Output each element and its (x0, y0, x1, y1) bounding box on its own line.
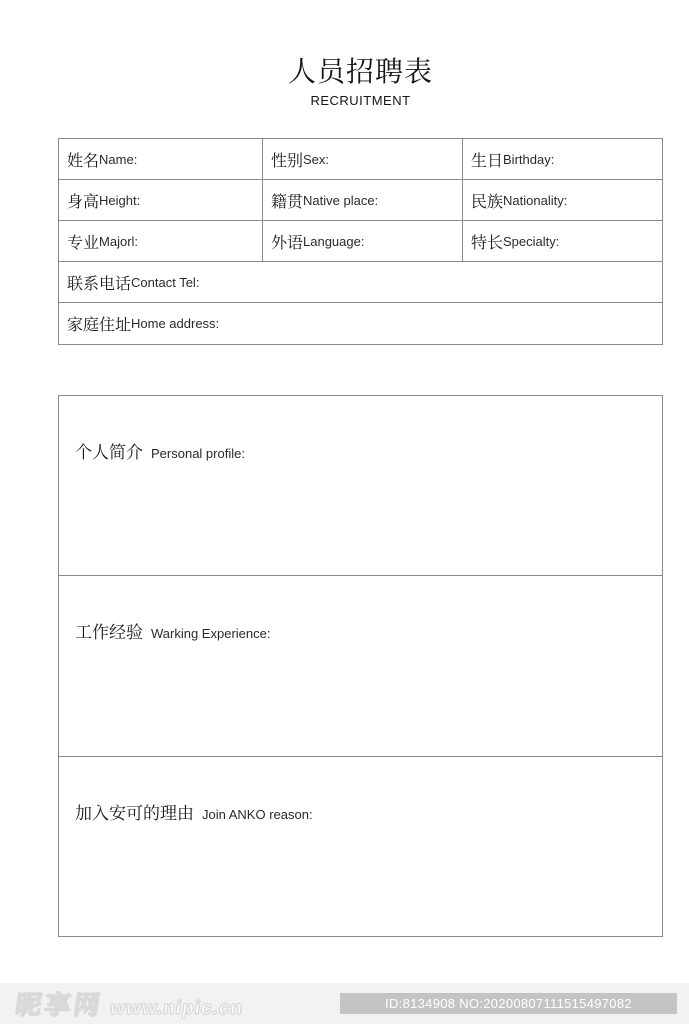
field-birthday-label-en: Birthday: (503, 151, 555, 167)
field-native-place-label-zh: 籍贯 (271, 193, 304, 211)
field-sex (263, 139, 463, 180)
field-contact-tel-label-zh: 联系电话 (67, 275, 132, 293)
section-working-experience-label-en: Warking Experience: (151, 626, 271, 642)
section-personal-profile-label-zh: 个人简介 (75, 443, 143, 462)
image-id-badge: ID:8134908 NO:20200807111515497082 (340, 993, 677, 1014)
section-personal-profile-label-en: Personal profile: (151, 446, 245, 461)
field-specialty (463, 221, 662, 262)
field-birthday-label-zh: 生日 (471, 152, 504, 170)
field-major (59, 221, 263, 262)
section-join-anko-reason (59, 757, 662, 936)
field-height (59, 180, 263, 221)
field-contact-tel-label-en: Contact Tel: (131, 274, 200, 290)
form-header (58, 50, 663, 108)
field-name-label-en: Name: (99, 151, 138, 167)
section-working-experience (59, 576, 662, 756)
field-native-place (263, 180, 463, 221)
field-contact-tel (59, 262, 662, 303)
field-birthday (463, 139, 662, 180)
field-height-label-en: Height: (99, 192, 141, 208)
field-sex-label-en: Sex: (303, 151, 330, 167)
field-nationality-label-zh: 民族 (471, 193, 504, 211)
field-specialty-label-en: Specialty: (503, 233, 560, 249)
site-logo-text: 昵享网 (13, 989, 105, 1020)
field-home-address-label-en: Home address: (131, 316, 220, 331)
page-subtitle: RECRUITMENT (310, 93, 411, 108)
section-join-anko-reason-label-en: Join ANKO reason: (202, 806, 313, 822)
field-language-label-zh: 外语 (271, 234, 304, 252)
field-language-label-en: Language: (303, 233, 365, 249)
field-nationality (463, 180, 662, 221)
field-sex-label-zh: 性别 (271, 152, 304, 170)
field-height-label-zh: 身高 (67, 193, 100, 211)
nipic-watermark (13, 984, 246, 1021)
info-table (58, 138, 663, 345)
field-native-place-label-en: Native place: (303, 192, 379, 208)
section-join-anko-reason-label-zh: 加入安可的理由 (75, 803, 194, 823)
section-working-experience-label-zh: 工作经验 (75, 623, 143, 643)
site-url-text: www.nipic.cn (108, 997, 245, 1019)
field-home-address (59, 303, 662, 344)
field-nationality-label-en: Nationality: (503, 192, 568, 208)
field-name (59, 139, 263, 180)
section-personal-profile (59, 396, 662, 576)
field-major-label-en: Majorl: (99, 233, 139, 249)
field-major-label-zh: 专业 (67, 234, 100, 252)
field-home-address-label-zh: 家庭住址 (67, 317, 132, 334)
watermark-bar (0, 983, 689, 1024)
page-title: 人员招聘表 (287, 56, 433, 87)
field-specialty-label-zh: 特长 (471, 234, 504, 252)
detail-sections (58, 395, 663, 937)
field-name-label-zh: 姓名 (67, 152, 100, 170)
field-language (263, 221, 463, 262)
